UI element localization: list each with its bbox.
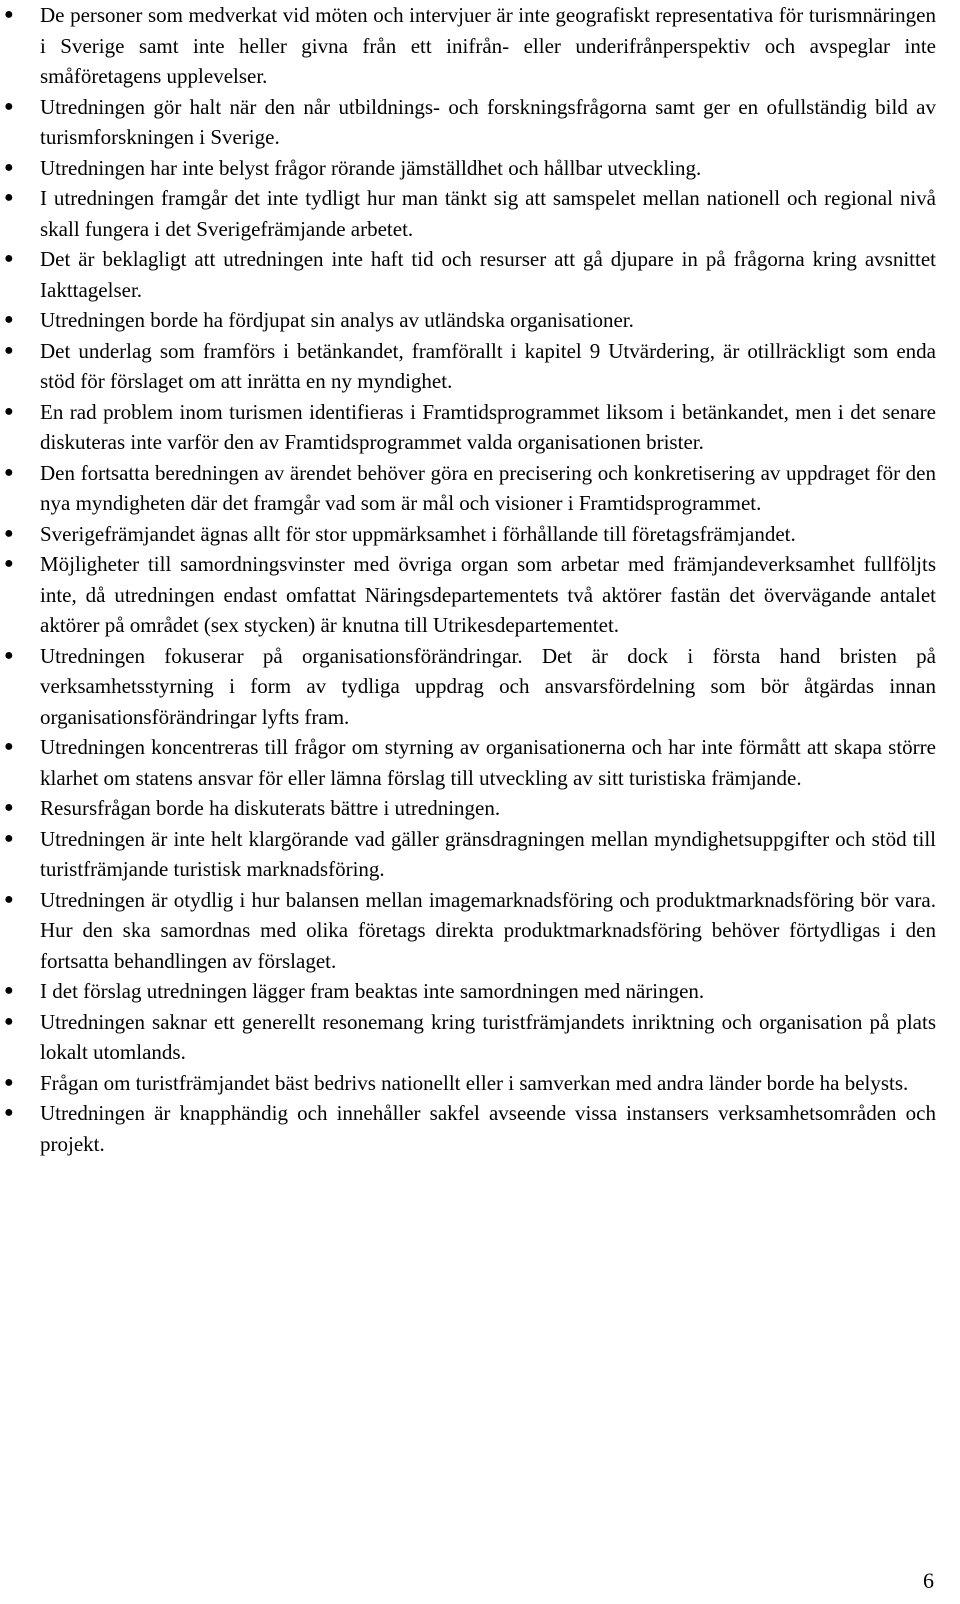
list-item-text: Utredningen har inte belyst frågor rörande jämställdhet och hållbar utveckling. [40,155,702,180]
bullet-icon: ● [4,738,14,755]
list-item [4,732,936,793]
list-item [4,458,936,519]
list-item [4,976,936,1007]
bullet-icon: ● [4,890,14,908]
list-item [4,1098,936,1159]
bullet-icon: ● [4,158,14,176]
bullet-icon: ● [4,646,14,664]
list-item [4,183,936,244]
list-item-text: I det förslag utredningen lägger fram beaktas inte samordningen med näringen. [40,979,705,1003]
list-item [4,885,936,977]
bullet-icon: ● [4,1104,14,1121]
bullet-icon: ● [4,250,14,267]
bullet-icon: ● [4,311,14,328]
list-item-text: Det underlag som framförs i betänkandet, framförallt i kapitel 9 Utvärdering, är otillräckligt som enda stöd för förslaget om att inrätta en ny myndighet. [40,338,936,393]
list-item-text: Utredningen är knapphändig och innehåller sakfel avseende vissa instansers verksamhetsområden och projekt. [40,1101,936,1156]
list-item [4,305,936,336]
list-item-text: Resursfrågan borde ha diskuterats bättre i utredningen. [40,796,501,820]
list-item-text: Möjligheter till samordningsvinster med övriga organ som arbetar med främjandeverksamhet fullföljts inte, då utredningen endast omfattat Näringsdepartementets två aktörer fastän det övervägande antalet aktörer på området (sex stycken) är knutna till Utrikesdepartementet. [40,552,936,637]
list-item [4,641,936,733]
list-item [4,153,936,184]
list-item [4,397,936,458]
bullet-icon: ● [4,463,14,481]
list-item [4,244,936,305]
list-item [4,0,936,92]
bullet-icon: ● [4,799,14,816]
list-item-text: Utredningen koncentreras till frågor om styrning av organisationerna och har inte förmått att skapa större klarhet om statens ansvar för eller lämna förslag till utveckling av sitt turistiska främjande. [40,735,936,790]
bullet-icon: ● [4,829,14,847]
list-item-text: Frågan om turistfrämjandet bäst bedrivs nationellt eller i samverkan med andra länder borde ha belysts. [40,1070,909,1095]
list-item [4,549,936,641]
list-item-text: Utredningen gör halt när den når utbildnings- och forskningsfrågorna samt ger en ofullständig bild av turismforskningen i Sverige. [40,94,936,149]
list-item-text: Utredningen är otydlig i hur balansen mellan imagemarknadsföring och produktmarknadsföring bör vara. Hur den ska samordnas med olika företags direkta produktmarknadsföring behöver förtydligas i den fortsatta behandlingen av förslaget. [40,887,936,973]
bullet-icon: ● [4,402,14,420]
list-item-text: Utredningen borde ha fördjupat sin analys av utländska organisationer. [40,308,634,332]
bullet-icon: ● [4,1073,14,1091]
list-item-text: Utredningen saknar ett generellt resonemang kring turistfrämjandets inriktning och organisation på plats lokalt utomlands. [40,1009,936,1064]
bullet-list [4,0,936,1159]
list-item-text: Sverigefrämjandet ägnas allt för stor uppmärksamhet i förhållande till företagsfrämjandet. [40,521,796,546]
list-item-text: I utredningen framgår det inte tydligt hur man tänkt sig att samspelet mellan nationell och regional nivå skall fungera i det Sverigefrämjande arbetet. [40,186,936,241]
bullet-icon: ● [4,524,14,542]
list-item-text: En rad problem inom turismen identifieras i Framtidsprogrammet liksom i betänkandet, men i det senare diskuteras inte varför den av Framtidsprogrammet valda organisationen brister. [40,399,936,454]
list-item-text: Det är beklagligt att utredningen inte haft tid och resurser att gå djupare in på frågorna kring avsnittet Iakttagelser. [40,247,936,302]
list-item-text: Utredningen är inte helt klargörande vad gäller gränsdragningen mellan myndighetsuppgifter och stöd till turistfrämjande turistisk marknadsföring. [40,826,936,881]
list-item [4,793,936,824]
bullet-icon: ● [4,982,14,999]
list-item [4,336,936,397]
list-item [4,519,936,550]
list-item [4,1068,936,1099]
list-item-text: Utredningen fokuserar på organisationsförändringar. Det är dock i första hand bristen på verksamhetsstyrning i form av tydliga uppdrag och ansvarsfördelning som bör åtgärdas innan organisationsförändringar lyfts fram. [40,643,936,729]
bullet-icon: ● [4,555,14,572]
bullet-icon: ● [4,6,14,23]
list-item [4,824,936,885]
page-number: 6 [923,1568,934,1593]
list-item [4,1007,936,1068]
list-item [4,92,936,153]
bullet-icon: ● [4,189,14,206]
bullet-icon: ● [4,97,14,115]
list-item-text: Den fortsatta beredningen av ärendet behöver göra en precisering och konkretisering av uppdraget för den nya myndigheten där det framgår vad som är mål och visioner i Framtidsprogrammet. [40,460,936,515]
bullet-icon: ● [4,1012,14,1030]
bullet-icon: ● [4,341,14,359]
list-item-text: De personer som medverkat vid möten och intervjuer är inte geografiskt representativa för turismnäringen i Sverige samt inte heller givna från ett inifrån- eller underifrånperspektiv och avspeglar inte småföretagens upplevelser. [40,3,936,88]
